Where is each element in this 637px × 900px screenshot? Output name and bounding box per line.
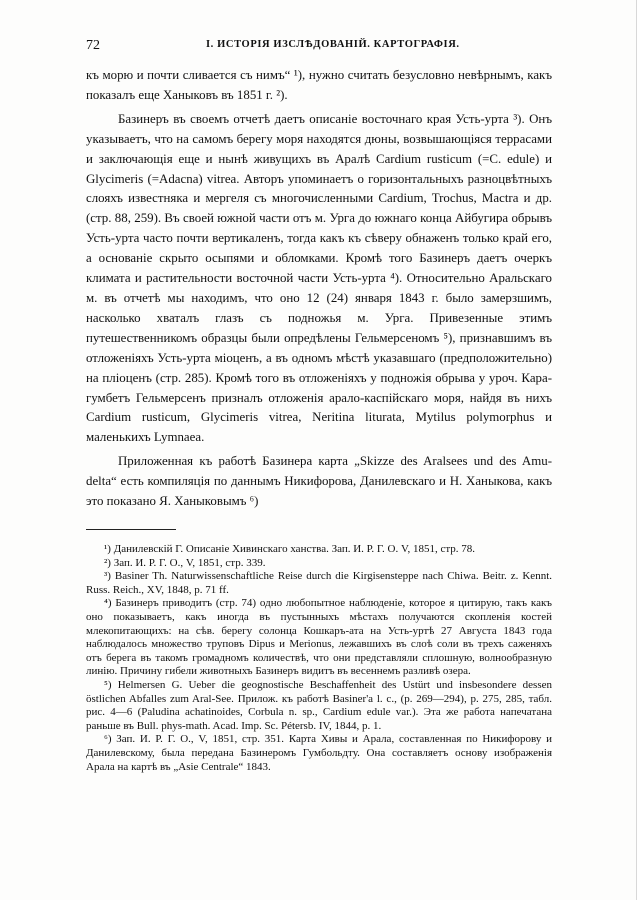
footnote-6: ⁶) Зап. И. Р. Г. О., V, 1851, стр. 351. Карта Хивы и Арала, составленная по Никифорову и Данилевскому, была передана Базинеромъ Гумбольдту. Она составляетъ основу изображенія Арала на картѣ въ „Asie Centrale“ 1843. xyxy=(86,733,552,773)
main-text xyxy=(86,66,552,512)
paragraph-2: Базинеръ въ своемъ отчетѣ даетъ описаніе восточнаго края Усть-урта ³). Онъ указываетъ, что на самомъ берегу моря находятся дюны, возвышающіяся террасами и заключающія еще и нынѣ живущихъ въ Аралѣ Cardium rusticum (=C. edule) и Glycimeris (=Adacna) vitrea. Авторъ упоминаетъ о горизонтальныхъ разноцвѣтныхъ слояхъ известняка и мергеля съ многочисленными Cardium, Trochus, Mactra и др. (стр. 88, 259). Въ своей южной части отъ м. Урга до южнаго конца Айбугира обрывъ Усть-урта часто почти вертикаленъ, тогда какъ къ сѣверу обнаженъ только край его, а основаніе скрыто осыпями и обломками. Кромѣ того Базинеръ даетъ очеркъ климата и растительности восточной части Усть-урта ⁴). Относительно Аральскаго м. въ отчетѣ мы находимъ, что оно 12 (24) января 1843 г. было замерзшимъ, насколько хваталъ глазъ съ подножья м. Урга. Привезенные этимъ путешественникомъ образцы были опредѣлены Гельмерсеномъ ⁵), признавшимъ въ отложеніяхъ Усть-урта міоценъ, а въ одномъ мѣстѣ указавшаго (предположительно) на пліоценъ (стр. 285). Кромѣ того въ отложеніяхъ у подножія обрыва у уроч. Кара-гумбетъ Гельмерсенъ призналъ отложенія арало-каспійскаго моря, найдя въ нихъ Cardium rusticum, Glycimeris vitrea, Neritina liturata, Mytilus polymorphus и маленькихъ Lymnaea. xyxy=(86,111,552,445)
running-header xyxy=(86,38,546,58)
running-title: I. ИСТОРІЯ ИЗСЛѢДОВАНІЙ. КАРТОГРАФІЯ. xyxy=(206,39,460,50)
footnote-2: ²) Зап. И. Р. Г. О., V, 1851, стр. 339. xyxy=(104,556,266,569)
footnotes xyxy=(86,543,552,774)
footnote-3: ³) Basiner Th. Naturwissenschaftliche Reise durch die Kirgisensteppe nach Chiwa. Beitr. z. Kennt. Russ. Reich., XV, 1848, p. 71 ff. xyxy=(86,570,552,596)
footnote-divider xyxy=(86,529,176,530)
footnote-1: ¹) Данилевскій Г. Описаніе Хивинскаго ханства. Зап. И. Р. Г. О. V, 1851, стр. 78. xyxy=(104,543,476,555)
paragraph-1: къ морю и почти сливается съ нимъ“ ¹), нужно считать безусловно невѣрнымъ, какъ показалъ еще Ханыковъ въ 1851 г. ²). xyxy=(86,68,552,102)
footnote-5: ⁵) Helmersen G. Ueber die geognostische Beschaffenheit des Ustürt und insbesondere dessen östlichen Abfalles zum Aral-See. Прилож. къ работѣ Basiner'а l. c., (р. 269—294), р. 275, 285, табл. рис. 4—6 (Paludina achatinoides, Corbula n. sp., Cardium edule var.). Эта же работа напечатана раньше въ Bull. phys-math. Acad. Imp. Sc. Pétersb. IV, 1844, p. 1. xyxy=(86,678,552,732)
page-number: 72 xyxy=(86,38,100,53)
footnote-4: ⁴) Базинеръ приводитъ (стр. 74) одно любопытное наблюденіе, которое я цитирую, такъ какъ оно показываетъ, какъ иногда въ пустынныхъ мѣстахъ получаются скопленія костей млекопитающихъ: на сѣв. берегу солонца Кошкаръ-ата на Усть-уртѣ 27 Августа 1843 года наблюдалось множество труповъ Dipus и Merionus, лежавшихъ въ слоѣ соли въ трехъ саженяхъ отъ берега въ такомъ громадномъ количествѣ, что они представляли сплошную, волнообразную линію. Причину гибели животныхъ Базинеръ видитъ въ весеннемъ разливѣ озера. xyxy=(86,597,552,678)
paragraph-3: Приложенная къ работѣ Базинера карта „Skizze des Aralsees und des Amu-delta“ есть компиляція по даннымъ Никифорова, Данилевскаго и Н. Ханыкова, какъ это показано Я. Ханыковымъ ⁶) xyxy=(86,454,552,509)
